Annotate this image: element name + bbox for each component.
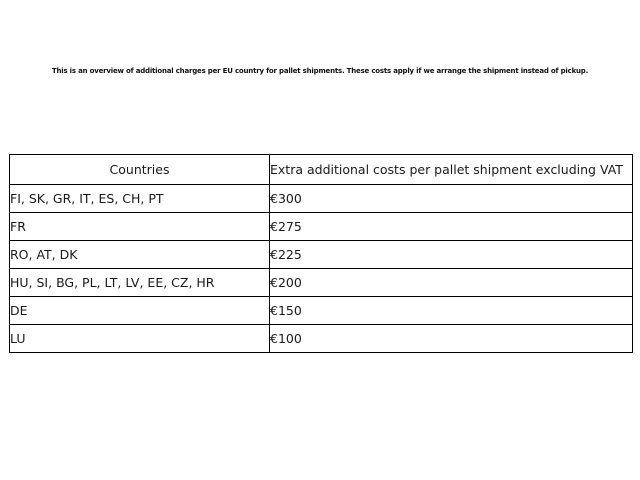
cell-cost: €200	[270, 269, 633, 297]
table-row	[10, 241, 633, 269]
cell-countries: DE	[10, 297, 270, 325]
table-row	[10, 325, 633, 353]
cell-countries: RO, AT, DK	[10, 241, 270, 269]
table-row	[10, 213, 633, 241]
cell-cost: €275	[270, 213, 633, 241]
table-row	[10, 269, 633, 297]
intro-text: This is an overview of additional charges per EU country for pallet shipments. These costs apply if we arrange the shipment instead of pickup.	[51, 67, 589, 75]
cell-countries: LU	[10, 325, 270, 353]
table-row	[10, 297, 633, 325]
table-row	[10, 185, 633, 213]
header-cost: Extra additional costs per pallet shipment excluding VAT	[270, 155, 633, 185]
cell-cost: €150	[270, 297, 633, 325]
cell-cost: €300	[270, 185, 633, 213]
cell-cost: €225	[270, 241, 633, 269]
cell-cost: €100	[270, 325, 633, 353]
charges-table	[9, 154, 633, 353]
cell-countries: FI, SK, GR, IT, ES, CH, PT	[10, 185, 270, 213]
table-header-row	[10, 155, 633, 185]
header-countries: Countries	[10, 155, 270, 185]
cell-countries: FR	[10, 213, 270, 241]
cell-countries: HU, SI, BG, PL, LT, LV, EE, CZ, HR	[10, 269, 270, 297]
